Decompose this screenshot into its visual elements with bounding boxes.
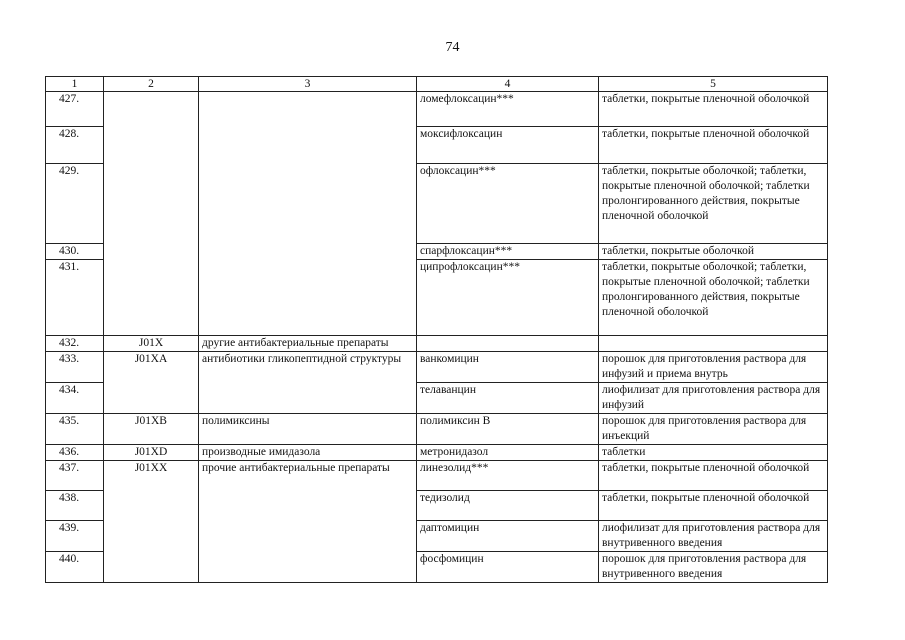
table-row	[46, 336, 828, 352]
row-number: 437.	[46, 461, 104, 491]
row-number: 431.	[46, 260, 104, 336]
atc-code: J01XA	[104, 352, 199, 414]
dosage-form: порошок для приготовления раствора для инфузий и приема внутрь	[599, 352, 828, 383]
group-name: прочие антибактериальные препараты	[199, 461, 417, 583]
table-row	[46, 352, 828, 383]
dosage-form: таблетки, покрытые пленочной оболочкой	[599, 491, 828, 521]
drug-name: ломефлоксацин***	[417, 92, 599, 127]
row-number: 438.	[46, 491, 104, 521]
dosage-form: таблетки, покрытые пленочной оболочкой	[599, 92, 828, 127]
table-row	[46, 92, 828, 127]
table-row	[46, 445, 828, 461]
dosage-form: порошок для приготовления раствора для инъекций	[599, 414, 828, 445]
dosage-form: таблетки	[599, 445, 828, 461]
dosage-form	[599, 336, 828, 352]
drug-name: спарфлоксацин***	[417, 244, 599, 260]
dosage-form: таблетки, покрытые оболочкой	[599, 244, 828, 260]
page-number: 74	[445, 40, 460, 55]
drug-name: полимиксин В	[417, 414, 599, 445]
dosage-form: таблетки, покрытые оболочкой; таблетки, покрытые пленочной оболочкой; таблетки пролонгированного действия, покрытые пленочной оболочкой	[599, 260, 828, 336]
row-number: 429.	[46, 164, 104, 244]
row-number: 428.	[46, 127, 104, 164]
dosage-form: порошок для приготовления раствора для внутривенного введения	[599, 552, 828, 583]
atc-code: J01XX	[104, 461, 199, 583]
column-header: 5	[599, 77, 828, 92]
row-number: 430.	[46, 244, 104, 260]
atc-code: J01X	[104, 336, 199, 352]
row-number: 439.	[46, 521, 104, 552]
dosage-form: таблетки, покрытые оболочкой; таблетки, покрытые пленочной оболочкой; таблетки пролонгированного действия, покрытые пленочной оболочкой	[599, 164, 828, 244]
row-number: 433.	[46, 352, 104, 383]
dosage-form: таблетки, покрытые пленочной оболочкой	[599, 127, 828, 164]
atc-code: J01XD	[104, 445, 199, 461]
dosage-form: лиофилизат для приготовления раствора для внутривенного введения	[599, 521, 828, 552]
column-header: 1	[46, 77, 104, 92]
group-name: производные имидазола	[199, 445, 417, 461]
row-number: 432.	[46, 336, 104, 352]
group-name: другие антибактериальные препараты	[199, 336, 417, 352]
column-header: 4	[417, 77, 599, 92]
drug-name: ванкомицин	[417, 352, 599, 383]
drug-name: тедизолид	[417, 491, 599, 521]
code-cell	[104, 92, 199, 336]
drug-name: фосфомицин	[417, 552, 599, 583]
drug-name: моксифлоксацин	[417, 127, 599, 164]
atc-code: J01XB	[104, 414, 199, 445]
drug-name: даптомицин	[417, 521, 599, 552]
drug-name: линезолид***	[417, 461, 599, 491]
column-header: 3	[199, 77, 417, 92]
row-number: 434.	[46, 383, 104, 414]
drug-name: метронидазол	[417, 445, 599, 461]
group-name: антибиотики гликопептидной структуры	[199, 352, 417, 414]
drug-name: телаванцин	[417, 383, 599, 414]
table-row	[46, 414, 828, 445]
row-number: 440.	[46, 552, 104, 583]
group-cell	[199, 92, 417, 336]
drug-name: офлоксацин***	[417, 164, 599, 244]
column-header: 2	[104, 77, 199, 92]
row-number: 427.	[46, 92, 104, 127]
group-name: полимиксины	[199, 414, 417, 445]
drug-name	[417, 336, 599, 352]
row-number: 436.	[46, 445, 104, 461]
header-row	[46, 77, 828, 92]
medicines-table	[45, 76, 828, 583]
drug-name: ципрофлоксацин***	[417, 260, 599, 336]
dosage-form: лиофилизат для приготовления раствора для инфузий	[599, 383, 828, 414]
dosage-form: таблетки, покрытые пленочной оболочкой	[599, 461, 828, 491]
table-row	[46, 461, 828, 491]
row-number: 435.	[46, 414, 104, 445]
